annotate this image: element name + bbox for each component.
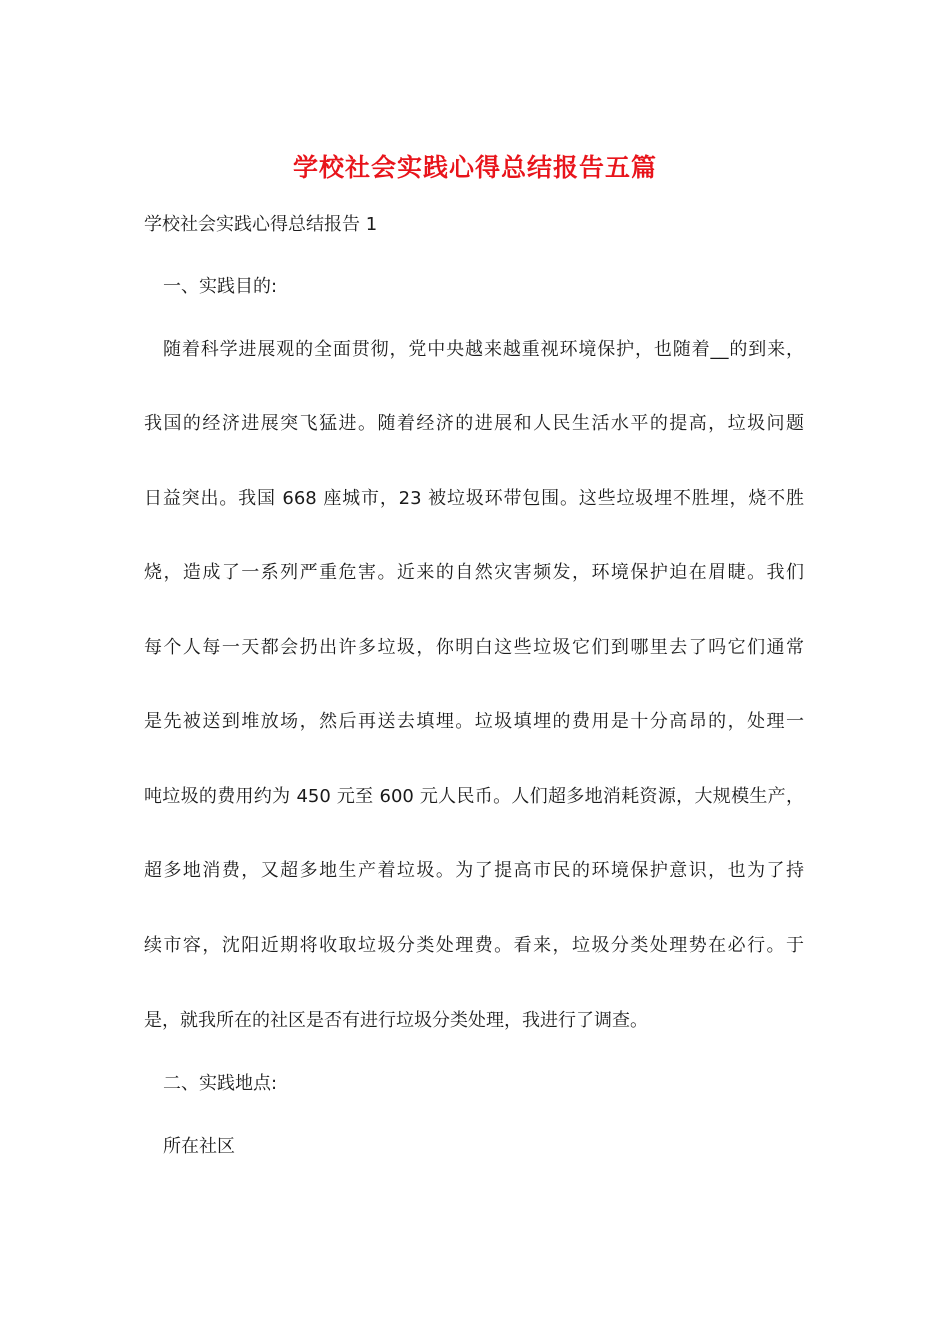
report-subtitle: 学校社会实践心得总结报告 1 xyxy=(144,214,378,235)
paragraph-line: 是，就我所在的社区是否有进行垃圾分类处理，我进行了调查。 xyxy=(144,1010,648,1031)
paragraph-line: 随着科学进展观的全面贯彻，党中央越来越重视环境保护，也随着__的到来， xyxy=(163,339,804,360)
paragraph-line: 我国的经济进展突飞猛进。随着经济的进展和人民生活水平的提高，垃圾问题 xyxy=(144,413,804,434)
section-heading-purpose: 一、实践目的: xyxy=(163,276,278,297)
paragraph-line: 烧，造成了一系列严重危害。近来的自然灾害频发，环境保护迫在眉睫。我们 xyxy=(144,562,804,583)
location-text: 所在社区 xyxy=(163,1136,235,1157)
paragraph-line: 每个人每一天都会扔出许多垃圾，你明白这些垃圾它们到哪里去了吗它们通常 xyxy=(144,637,804,658)
document-title: 学校社会实践心得总结报告五篇 xyxy=(292,153,657,182)
paragraph-line: 是先被送到堆放场，然后再送去填埋。垃圾填埋的费用是十分高昂的，处理一 xyxy=(144,711,804,732)
paragraph-line: 续市容，沈阳近期将收取垃圾分类处理费。看来，垃圾分类处理势在必行。于 xyxy=(144,935,804,956)
paragraph-line: 日益突出。我国 668 座城市，23 被垃圾环带包围。这些垃圾埋不胜埋，烧不胜 xyxy=(144,488,804,509)
paragraph-line: 吨垃圾的费用约为 450 元至 600 元人民币。人们超多地消耗资源，大规模生产， xyxy=(144,786,804,807)
section-heading-location: 二、实践地点: xyxy=(163,1073,278,1094)
paragraph-line: 超多地消费，又超多地生产着垃圾。为了提高市民的环境保护意识，也为了持 xyxy=(144,860,804,881)
